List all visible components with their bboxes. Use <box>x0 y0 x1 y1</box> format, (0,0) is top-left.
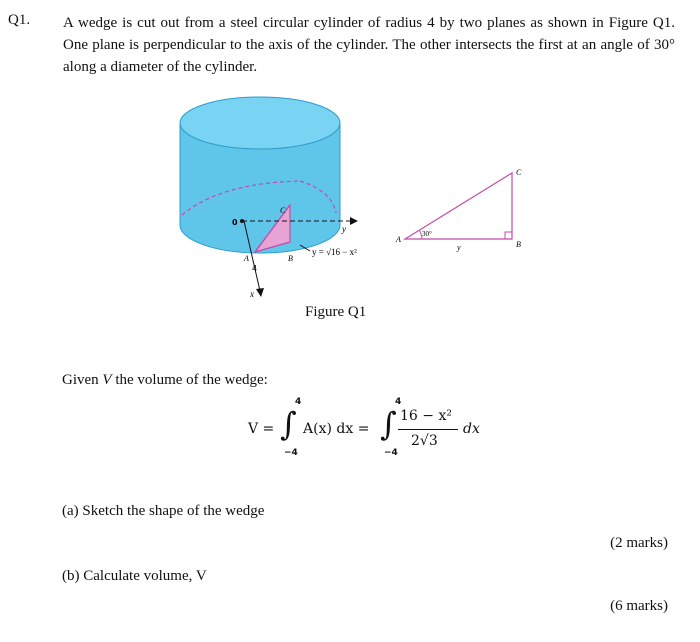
triangle-c-label: C <box>516 168 522 177</box>
triangle-b-label: B <box>516 240 521 249</box>
triangle-y-label: y <box>457 243 461 252</box>
integral-2-upper: 4 <box>395 397 402 407</box>
equation-lhs: V = <box>248 421 275 437</box>
x-axis-arrow <box>256 288 264 297</box>
fraction-denominator: 2√3 <box>411 433 438 449</box>
integral-sign-2: ∫ <box>380 405 397 443</box>
question-number: Q1. <box>8 12 31 28</box>
triangle-a-label: A <box>396 235 401 244</box>
question-text: A wedge is cut out from a steel circular cylinder of radius 4 by two planes as shown in Figure Q1. One plane is perpendicular to the axis of the cylinder. The other intersects the first at an angle of 30° along a diameter of the cylinder. <box>63 15 675 75</box>
integral-1-lower: −4 <box>284 448 298 458</box>
point-b-label: B <box>288 254 293 263</box>
x-axis-label: x <box>250 289 254 299</box>
part-a-text: (a) Sketch the shape of the wedge <box>62 503 265 519</box>
y-axis-arrow <box>350 217 358 225</box>
curve-label: y = √16 − x² <box>312 247 357 257</box>
origin-label: 0 <box>232 218 238 227</box>
fraction-bar <box>398 429 458 430</box>
given-prefix: Given <box>62 372 103 388</box>
fraction-numerator: 16 − x² <box>400 408 452 424</box>
equation-dx: dx <box>463 421 480 437</box>
point-a-label: A <box>244 254 249 263</box>
part-b-text: (b) Calculate volume, V <box>62 568 207 584</box>
part-b-marks: (6 marks) <box>610 598 668 614</box>
equation-integrand-1: A(x) dx = <box>303 421 370 437</box>
origin-point <box>240 219 244 223</box>
volume-equation <box>248 393 548 468</box>
triangle-angle-label: 30° <box>422 230 432 238</box>
given-variable: V <box>102 372 112 388</box>
y-axis-label: y <box>342 224 346 234</box>
radius-label: 4 <box>252 264 258 273</box>
right-angle-mark <box>505 232 512 239</box>
given-suffix: the volume of the wedge: <box>111 372 268 388</box>
integral-2-lower: −4 <box>384 448 398 458</box>
integral-sign-1: ∫ <box>280 405 297 443</box>
point-c-label: C <box>280 206 286 215</box>
part-a-marks: (2 marks) <box>610 535 668 551</box>
cylinder-top <box>180 97 340 149</box>
figure-q1-diagram <box>160 95 530 300</box>
integral-1-upper: 4 <box>295 397 302 407</box>
given-statement <box>62 372 268 389</box>
figure-caption: Figure Q1 <box>305 304 367 320</box>
